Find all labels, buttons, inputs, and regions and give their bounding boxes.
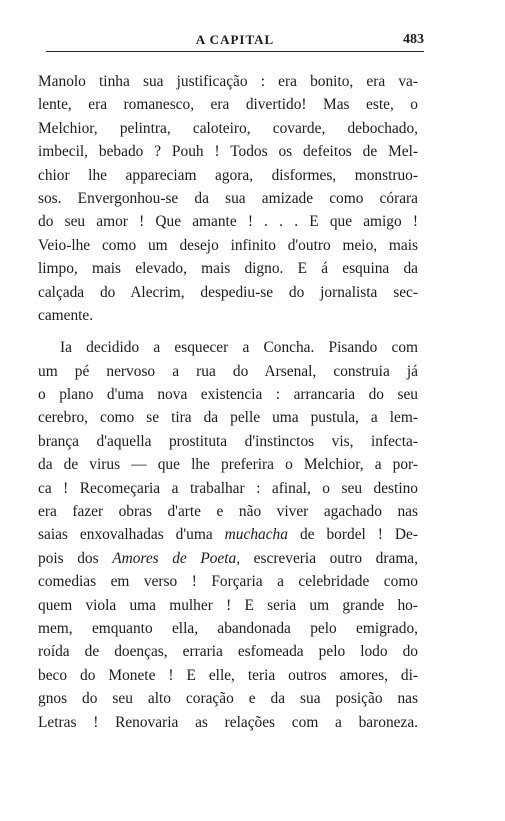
text-line: limpo, mais elevado, mais digno. E á esquina da [38,260,418,278]
page-header [46,30,424,50]
text-line: camente. [38,306,94,324]
text-line: gnos do seu alto coração e da sua posição nas [38,690,418,708]
text-line: o plano d'uma nova existencia : arrancaria do seu [38,386,418,404]
text-line: Ia decidido a esquecer a Concha. Pisando com [60,339,418,357]
text-line: Letras ! Renovaria as relações com a baroneza. [38,713,418,731]
italic-title: Amores de Poeta, [112,549,241,567]
paragraph-gap [38,327,418,336]
text-line: Melchior, pelintra, caloteiro, covarde, debochado, [38,119,418,137]
text-line: Veio-lhe como um desejo infinito d'outro meio, mais [38,236,418,254]
text-line: cerebro, como se tira da pelle uma pustula, a lem- [38,409,418,427]
text-line: quem viola uma mulher ! E seria um grande ho- [38,596,418,614]
page-number: 483 [403,32,424,47]
text-line: Manolo tinha sua justificação : era bonito, era va- [38,73,418,90]
text-line: da de virus — que lhe preferira o Melchior, a por- [38,456,418,474]
header-rule [46,51,424,52]
text-run: de bordel ! De- [299,526,418,544]
text-line-mixed [38,523,418,546]
text-line: brança d'aquella prostituta d'instinctos vis, infecta- [38,432,418,450]
text-line-mixed [38,547,418,570]
text-line: ca ! Recomeçaria a trabalhar : afinal, o seu destino [38,479,418,497]
text-line: um pé nervoso a rua do Arsenal, construia já [38,362,418,380]
text-line: imbecil, bebado ? Pouh ! Todos os defeitos de Mel- [38,143,418,161]
text-line: chior lhe appareciam agora, disformes, monstruo- [38,166,418,184]
text-line: comedias em verso ! Forçaria a celebridade como [38,573,418,591]
text-run: saias enxovalhadas d'uma [38,526,213,544]
text-line: era fazer obras d'arte e não viver agachado nas [38,503,418,521]
text-line: roída de doenças, erraria esfomeada pelo lodo do [38,643,418,661]
text-line: do seu amor ! Que amante ! . . . E que amigo ! [38,213,418,231]
paragraph-2 [38,336,418,734]
running-head: A CAPITAL [195,32,275,47]
body-text [38,70,418,734]
text-line: sos. Envergonhou-se da sua amizade como córara [38,189,418,207]
text-line: calçada do Alecrim, despediu-se do jornalista sec- [38,283,418,301]
text-run: pois dos [38,549,99,567]
paragraph-1 [38,70,418,327]
text-line: beco do Monete ! E elle, teria outros amores, di- [38,666,418,684]
text-line: mem, emquanto ella, abandonada pelo emigrado, [38,619,418,637]
text-line: lente, era romanesco, era divertido! Mas este, o [38,96,418,114]
italic-word: muchacha [224,526,288,544]
text-run: escreveria outro drama, [253,549,418,567]
